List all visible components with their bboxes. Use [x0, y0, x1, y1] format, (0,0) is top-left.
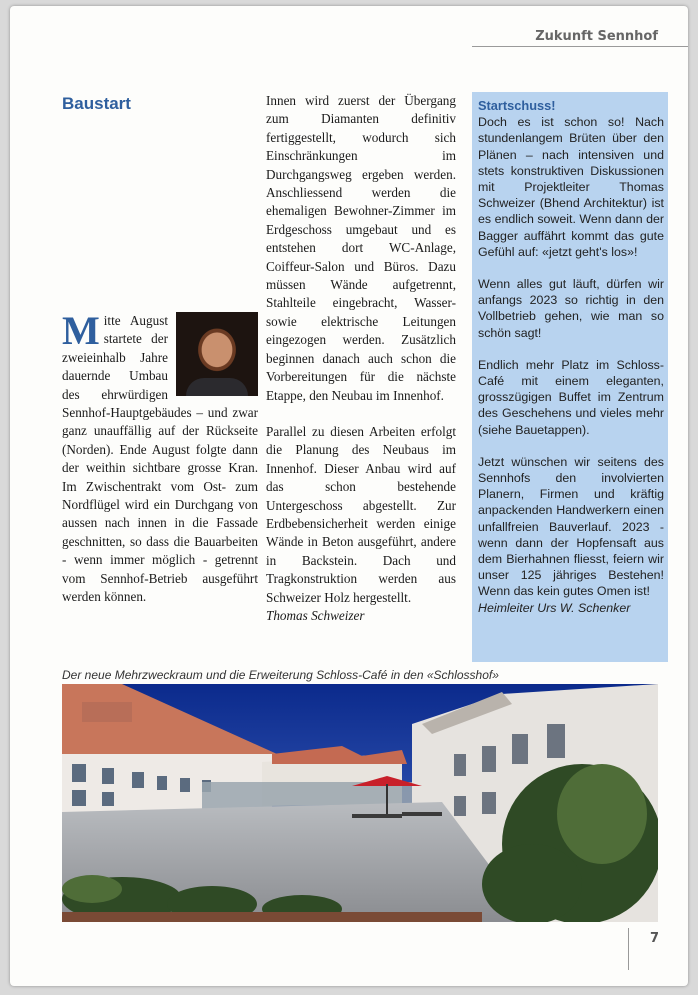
- sidebar-paragraph-2: Wenn alles gut läuft, dürfen wir anfangs 2023 so richtig in den Vollbetrieb gehen, wie man so schön sagt!: [478, 277, 664, 340]
- drop-cap: M: [62, 308, 100, 353]
- sidebar-paragraph-4: Jetzt wünschen wir seitens des Sennhofs den involvierten Planern, Firmen und kräftig anpackenden Handwerkern einen unfallfreien Bauverlauf. 2023 - wenn dann der Hopfensaft aus dem Bierhahnen fliesst, feiern wir unser 125 jähriges Bestehen! Wenn das kein gutes Omen ist!: [478, 454, 664, 599]
- architectural-rendering: [62, 684, 658, 922]
- sidebar-paragraph-3: Endlich mehr Platz im Schloss-Café mit einem eleganten, grosszügigen Buffet im Zentrum des Geschehens und vieles mehr (siehe Bauetappen).: [478, 357, 664, 437]
- figure-caption: Der neue Mehrzweckraum und die Erweiterung Schloss-Café in den «Schlosshof»: [62, 668, 499, 682]
- author-portrait: [176, 312, 258, 396]
- sidebar-box: [472, 92, 668, 662]
- sidebar-title: Startschuss!: [478, 98, 556, 113]
- column2-paragraph-1: Innen wird zuerst der Übergang zum Diamanten definitiv fertiggestellt, wodurch sich Einschränkungen im Durchgangsweg ergeben werden. Anschliessend werden die ehemaligen Bewohner-Zimmer im Erdgeschoss umgebaut und es entstehen dort WC-Anlage, Coiffeur-Salon und Büros. Dazu müssen Wände aufgetrennt, Stahlteile eingebracht, Wasser- sowie elektrische Leitungen eingezogen werden. Zusätzlich beginnen danach auch schon die Vorbereitungen für die nächste Etappe, den Neubau im Innenhof.: [266, 93, 456, 403]
- running-header: Zukunft Sennhof: [535, 29, 658, 44]
- column1-text: itte August startete der zweieinhalb Jahre dauernde Umbau des ehrwürdigen Sennhof-Hauptgebäudes – und zwar ganz unauffällig auf der Rückseite (Norden). Ende August folgte dann der weithin sichtbare grosse Kran. Im Zwischentrakt vom Ost- zum Nordflügel wird ein Durchgang von aussen nach innen in die Fassade geschnitten, so dass die Bauarbeiten - wenn immer möglich - getrennt vom Sennhof-Betrieb ausgeführt werden können.: [62, 313, 258, 605]
- document-page: [10, 6, 688, 986]
- sidebar-paragraph-1: Doch es ist schon so! Nach stundenlangem Brüten über den Plänen – nach intensiven und stets konstruktiven Diskussionen mit Projektleiter Thomas Schweizer (Bhend Architektur) ist es endlich soweit. Wenn dann der Bagger auffährt kommt das gute Gefühl auf: «jetzt geht's los»!: [478, 115, 664, 259]
- sidebar-signature: Heimleiter Urs W. Schenker: [478, 600, 631, 615]
- column-1: [62, 308, 258, 607]
- section-title: Baustart: [62, 94, 131, 113]
- header-rule: [472, 46, 688, 47]
- column2-paragraph-2: Parallel zu diesen Arbeiten erfolgt die Planung des Neubaus im Innenhof. Dieser Anbau wird auf das schon bestehende Untergeschoss abgestellt. Zur Erdbebensicherheit werden einige Wände in Beton ausgeführt, andere in Backstein. Dach und Tragkonstruktion werden aus Schweizer Holz hergestellt.: [266, 423, 456, 605]
- footer-rule: [628, 928, 629, 970]
- page-number: 7: [650, 931, 660, 946]
- author-signature: Thomas Schweizer: [266, 607, 365, 623]
- column-2: [266, 92, 456, 625]
